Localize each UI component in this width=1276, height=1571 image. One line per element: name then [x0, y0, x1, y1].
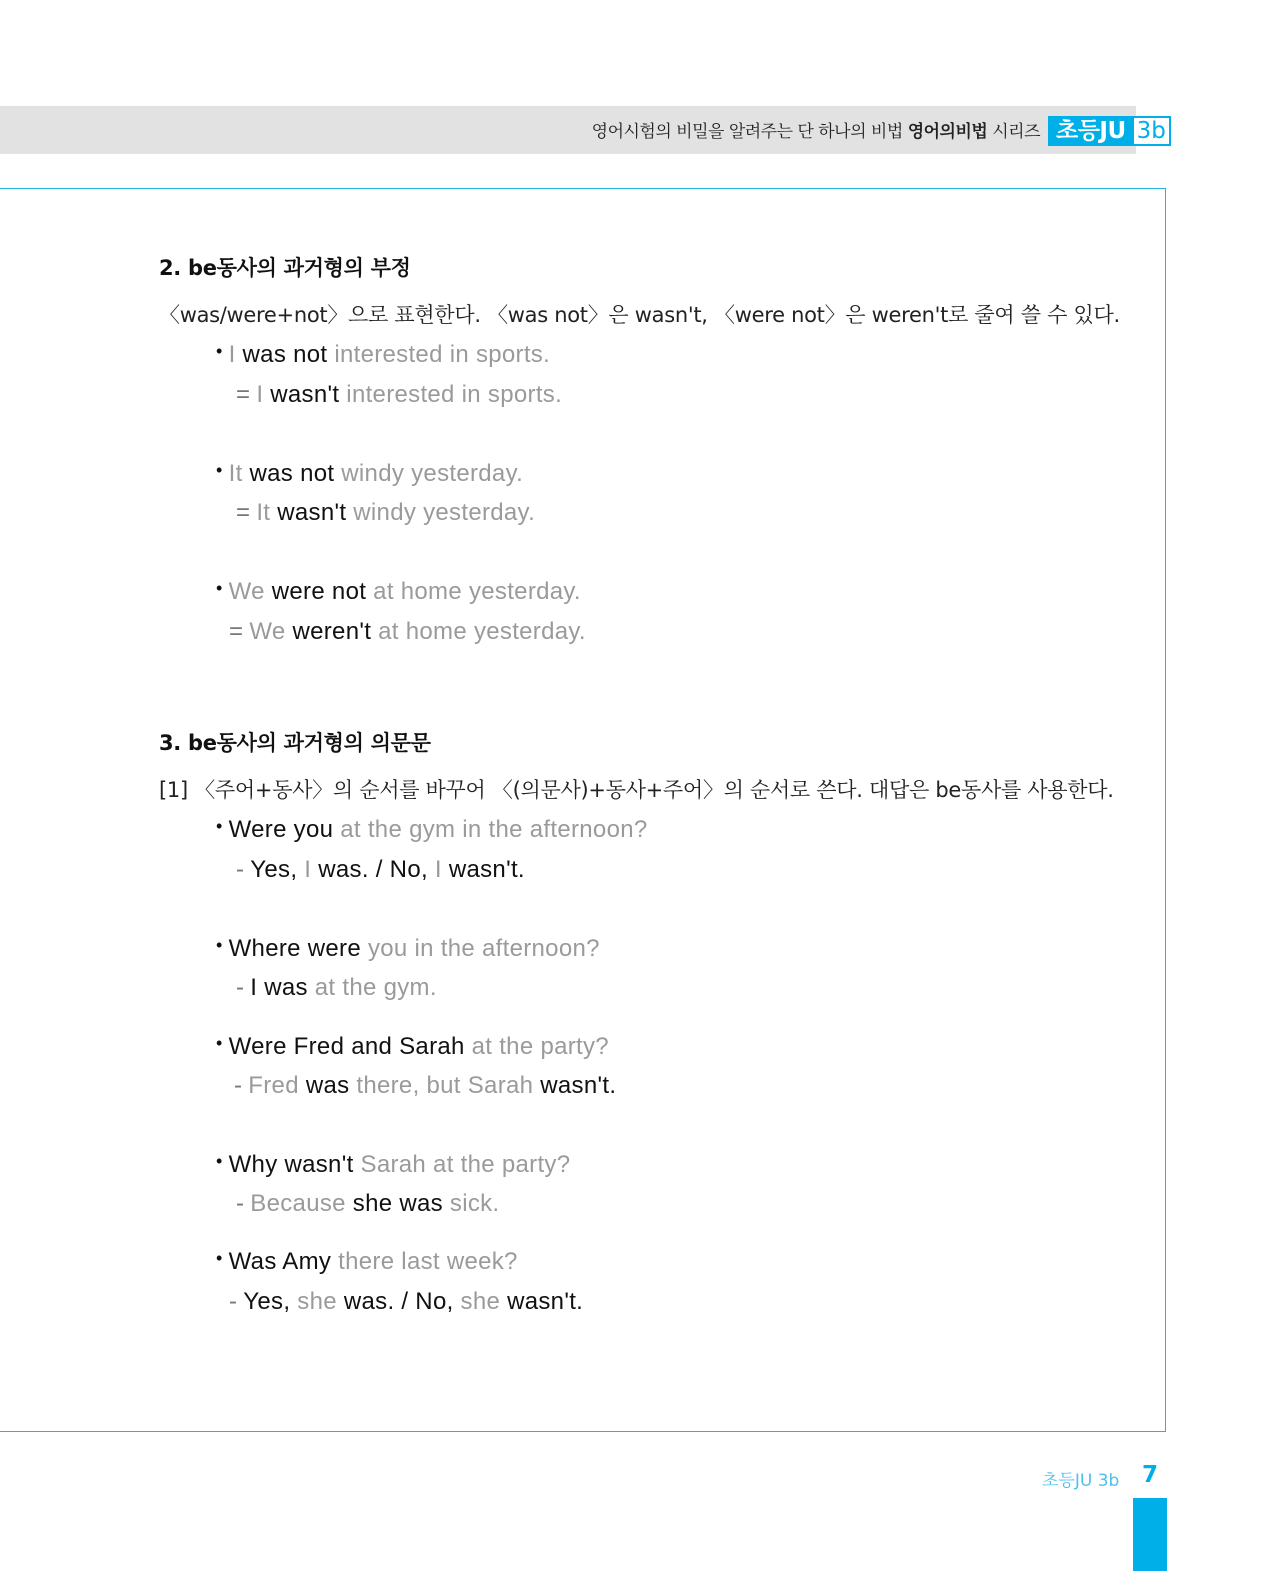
brand-sub: 3b: [1134, 116, 1171, 146]
page-number: 7: [1142, 1462, 1159, 1488]
question-line: • Were you at the gym in the afternoon?: [216, 816, 648, 843]
series-suffix: 시리즈: [992, 122, 1040, 142]
section-2-description: 〈was/were+not〉으로 표현한다. 〈was not〉은 wasn't, 〈were not〉은 weren't로 줄여 쓸 수 있다.: [159, 303, 1120, 327]
example-line: • We were not at home yesterday.: [216, 578, 581, 605]
answer-line: - I was at the gym.: [236, 974, 437, 1001]
example-line: = It wasn't windy yesterday.: [236, 499, 536, 526]
example-line: = I wasn't interested in sports.: [236, 381, 563, 408]
series-name: 영어의비법: [907, 122, 988, 142]
brand-badge: [1048, 116, 1171, 146]
question-line: • Where were you in the afternoon?: [216, 935, 600, 962]
example-line: • It was not windy yesterday.: [216, 460, 524, 487]
example-line: • I was not interested in sports.: [216, 341, 551, 368]
answer-line: - Because she was sick.: [236, 1190, 500, 1217]
answer-line: - Yes, I was. / No, I wasn't.: [236, 856, 525, 883]
section-3-description: [1] 〈주어+동사〉의 순서를 바꾸어 〈(의문사)+동사+주어〉의 순서로 쓴다. 대답은 be동사를 사용한다.: [159, 778, 1114, 802]
question-line: • Why wasn't Sarah at the party?: [216, 1151, 571, 1178]
page-tab: [1133, 1498, 1167, 1571]
question-line: • Was Amy there last week?: [216, 1248, 518, 1275]
brand-main: 초등JU: [1048, 116, 1134, 146]
section-3-title: 3. be동사의 과거형의 의문문: [159, 731, 431, 755]
content-frame: [0, 188, 1166, 1432]
series-header: [592, 117, 1040, 142]
answer-line: - Yes, she was. / No, she wasn't.: [229, 1288, 584, 1315]
question-line: • Were Fred and Sarah at the party?: [216, 1033, 609, 1060]
footer-brand: 초등JU 3b: [1042, 1471, 1120, 1491]
answer-line: - Fred was there, but Sarah wasn't.: [234, 1072, 617, 1099]
section-2-title: 2. be동사의 과거형의 부정: [159, 256, 411, 280]
example-line: = We weren't at home yesterday.: [229, 618, 586, 645]
series-text: 영어시험의 비밀을 알려주는 단 하나의 비법: [591, 122, 903, 142]
